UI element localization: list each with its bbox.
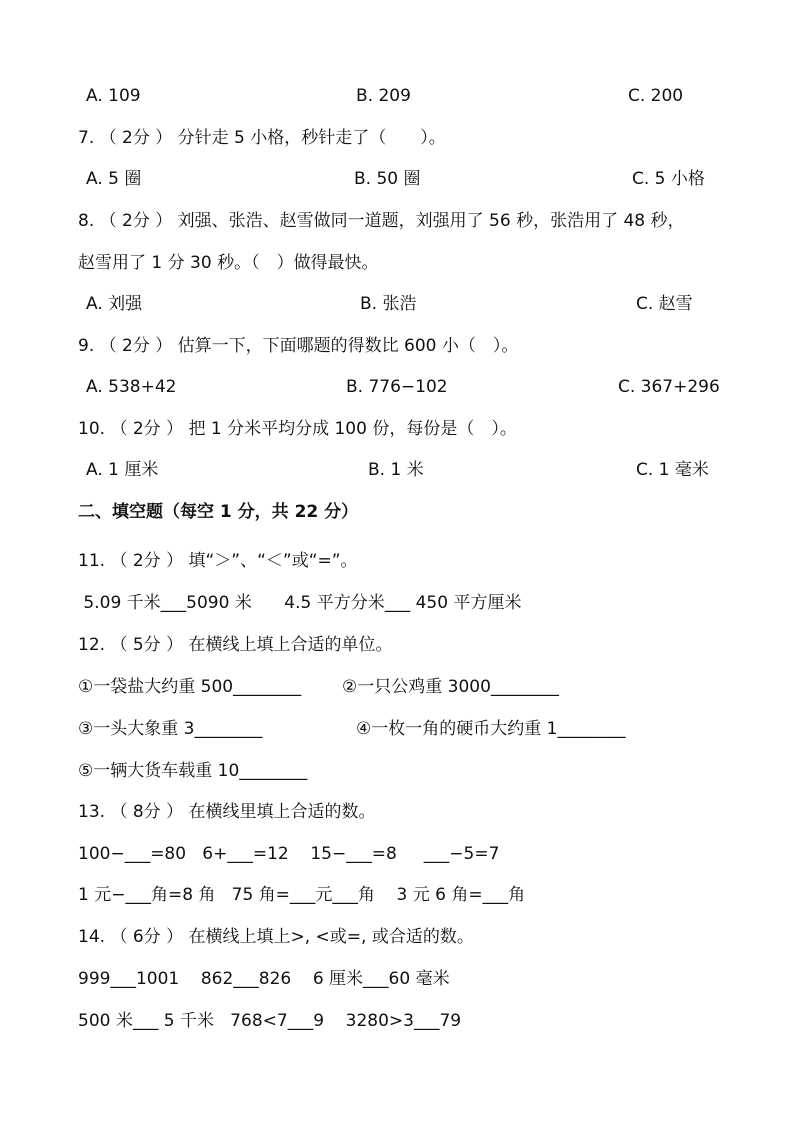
q10-option-b[interactable]: B. 1 米 — [368, 460, 424, 480]
q14-stem: 14. （ 6分 ） 在横线上填上>, <或=, 或合适的数。 — [78, 927, 474, 947]
q13-question — [0, 797, 793, 827]
q14-blanks-1[interactable]: 999___1001 862___826 6 厘米___60 毫米 — [78, 969, 450, 989]
q13-blanks-2[interactable]: 1 元−___角=8 角 75 角=___元___角 3 元 6 角=___角 — [78, 885, 526, 905]
section-2-title: 二、填空题（每空 1 分，共 22 分） — [78, 502, 359, 522]
q14-blanks-2[interactable]: 500 米___ 5 千米 768<7___9 3280>3___79 — [78, 1011, 462, 1031]
q9-options — [0, 372, 793, 402]
q12-item-3[interactable]: ③一头大象重 3________ — [78, 719, 263, 739]
q7-option-c[interactable]: C. 5 小格 — [632, 169, 705, 189]
q8-option-c[interactable]: C. 赵雪 — [636, 294, 693, 314]
q10-stem: 10. （ 2分 ） 把 1 分米平均分成 100 份，每份是（ ）。 — [78, 419, 517, 439]
q10-option-a[interactable]: A. 1 厘米 — [86, 460, 159, 480]
q11-blanks[interactable]: 5.09 千米___5090 米 4.5 平方分米___ 450 平方厘米 — [78, 593, 522, 613]
q10-options — [0, 455, 793, 485]
q7-stem: 7. （ 2分 ） 分针走 5 小格，秒针走了（ ）。 — [78, 128, 446, 148]
q7-option-a[interactable]: A. 5 圈 — [86, 169, 142, 189]
q13-line1 — [0, 839, 793, 869]
q8-option-b[interactable]: B. 张浩 — [360, 294, 417, 314]
q11-fill-line — [0, 588, 793, 618]
q12-stem: 12. （ 5分 ） 在横线上填上合适的单位。 — [78, 635, 393, 655]
q9-stem: 9. （ 2分 ） 估算一下，下面哪题的得数比 600 小（ ）。 — [78, 336, 519, 356]
q6-option-a[interactable]: A. 109 — [86, 86, 141, 106]
q11-stem: 11. （ 2分 ） 填“＞”、“＜”或“=”。 — [78, 551, 358, 571]
q9-option-a[interactable]: A. 538+42 — [86, 377, 177, 397]
q12-row1 — [0, 672, 793, 702]
q8-stem-line1: 8. （ 2分 ） 刘强、张浩、赵雪做同一道题，刘强用了 56 秒，张浩用了 48 秒， — [78, 211, 685, 231]
q8-question-line2 — [0, 248, 793, 278]
q7-options — [0, 164, 793, 194]
q13-line2 — [0, 880, 793, 910]
q6-options — [0, 81, 793, 111]
q11-question — [0, 546, 793, 576]
q14-line2 — [0, 1006, 793, 1036]
q10-option-c[interactable]: C. 1 毫米 — [636, 460, 709, 480]
q9-option-b[interactable]: B. 776−102 — [346, 377, 448, 397]
q12-item-1[interactable]: ①一袋盐大约重 500________ — [78, 677, 302, 697]
q8-stem-line2: 赵雪用了 1 分 30 秒。（ ）做得最快。 — [78, 253, 379, 273]
q9-option-c[interactable]: C. 367+296 — [618, 377, 720, 397]
q12-item-4[interactable]: ④一枚一角的硬币大约重 1________ — [356, 719, 626, 739]
q9-question — [0, 331, 793, 361]
section-2-heading — [0, 497, 793, 527]
q12-question — [0, 630, 793, 660]
q14-question — [0, 922, 793, 952]
q13-blanks-1[interactable]: 100−___=80 6+___=12 15−___=8 ___−5=7 — [78, 844, 500, 864]
q8-option-a[interactable]: A. 刘强 — [86, 294, 143, 314]
q12-row3 — [0, 756, 793, 786]
q10-question — [0, 414, 793, 444]
q12-item-5[interactable]: ⑤一辆大货车载重 10________ — [78, 761, 308, 781]
q12-row2 — [0, 714, 793, 744]
q7-option-b[interactable]: B. 50 圈 — [354, 169, 421, 189]
q6-option-b[interactable]: B. 209 — [356, 86, 411, 106]
q13-stem: 13. （ 8分 ） 在横线里填上合适的数。 — [78, 802, 376, 822]
q8-options — [0, 289, 793, 319]
q12-item-2[interactable]: ②一只公鸡重 3000________ — [342, 677, 559, 697]
q7-question — [0, 123, 793, 153]
q14-line1 — [0, 964, 793, 994]
q6-option-c[interactable]: C. 200 — [628, 86, 684, 106]
q8-question-line1 — [0, 206, 793, 236]
